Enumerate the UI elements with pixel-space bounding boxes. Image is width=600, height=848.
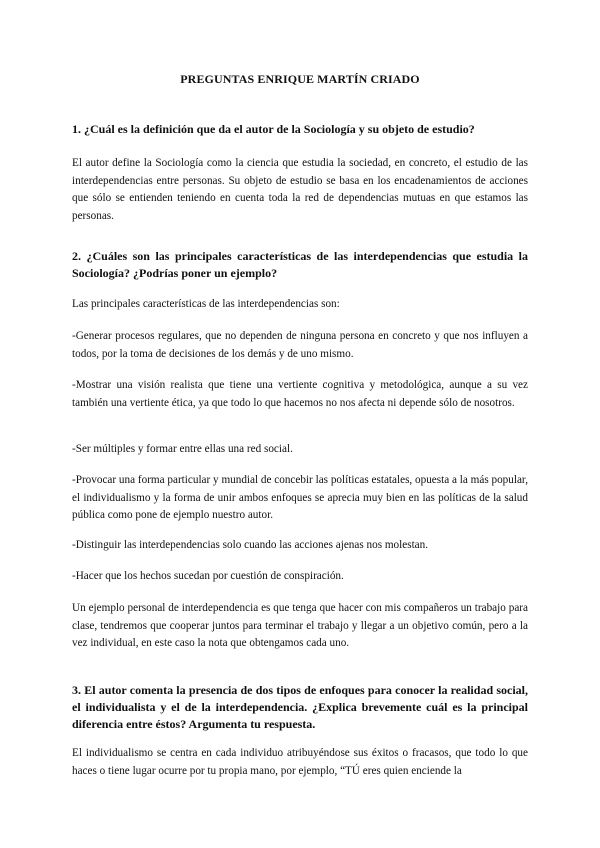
question-2: 2. ¿Cuáles son las principales características de las interdependencias que estudia la Sociología? ¿Podrías poner un ejemplo? <box>72 249 528 280</box>
page-title: PREGUNTAS ENRIQUE MARTÍN CRIADO <box>180 72 420 86</box>
characteristic-item: -Mostrar una visión realista que tiene una vertiente cognitiva y metodológica, aunque a su vez también una vertiente ética, ya que todo lo que hacemos no nos afecta ni depende sólo de nosotros. <box>72 379 528 409</box>
answer-1: El autor define la Sociología como la ciencia que estudia la sociedad, en concreto, el estudio de las interdependencias entre personas. Su objeto de estudio se basa en los encadenamientos de acciones que sólo se entienden teniendo en cuenta toda la red de dependencias mutuas en que estamos las personas. <box>72 157 528 222</box>
question-1: 1. ¿Cuál es la definición que da el autor de la Sociología y su objeto de estudio? <box>72 122 475 136</box>
answer-2-intro: Las principales características de las interdependencias son: <box>72 298 340 310</box>
answer-2-example: Un ejemplo personal de interdependencia es que tenga que hacer con mis compañeros un trabajo para clase, tendremos que cooperar juntos para terminar el trabajo y llegar a un objetivo común, pero a la vez individual, en este caso la nota que obtengamos cada uno. <box>72 602 528 649</box>
characteristic-item: -Hacer que los hechos sucedan por cuestión de conspiración. <box>72 570 344 582</box>
characteristic-item: -Provocar una forma particular y mundial de concebir las políticas estatales, opuesta a la más popular, el individualismo y la forma de unir ambos enfoques se aprecia muy bien en las políticas de la salud pública como pone de ejemplo nuestro autor. <box>72 474 528 521</box>
characteristic-item: -Generar procesos regulares, que no dependen de ninguna persona en concreto y que nos influyen a todos, por la toma de decisiones de los demás y de uno mismo. <box>72 330 528 360</box>
question-3: 3. El autor comenta la presencia de dos tipos de enfoques para conocer la realidad social, el individualista y el de la interdependencia. ¿Explica brevemente cuál es la principal diferencia entre éstos? Argumenta tu respuesta. <box>72 683 528 731</box>
answer-3: El individualismo se centra en cada individuo atribuyéndose sus éxitos o fracasos, que todo lo que haces o tiene lugar ocurre por tu propia mano, por ejemplo, “TÚ eres quien enciende la <box>72 747 528 777</box>
characteristic-item: -Ser múltiples y formar entre ellas una red social. <box>72 443 293 455</box>
characteristic-item: -Distinguir las interdependencias solo cuando las acciones ajenas nos molestan. <box>72 539 429 551</box>
